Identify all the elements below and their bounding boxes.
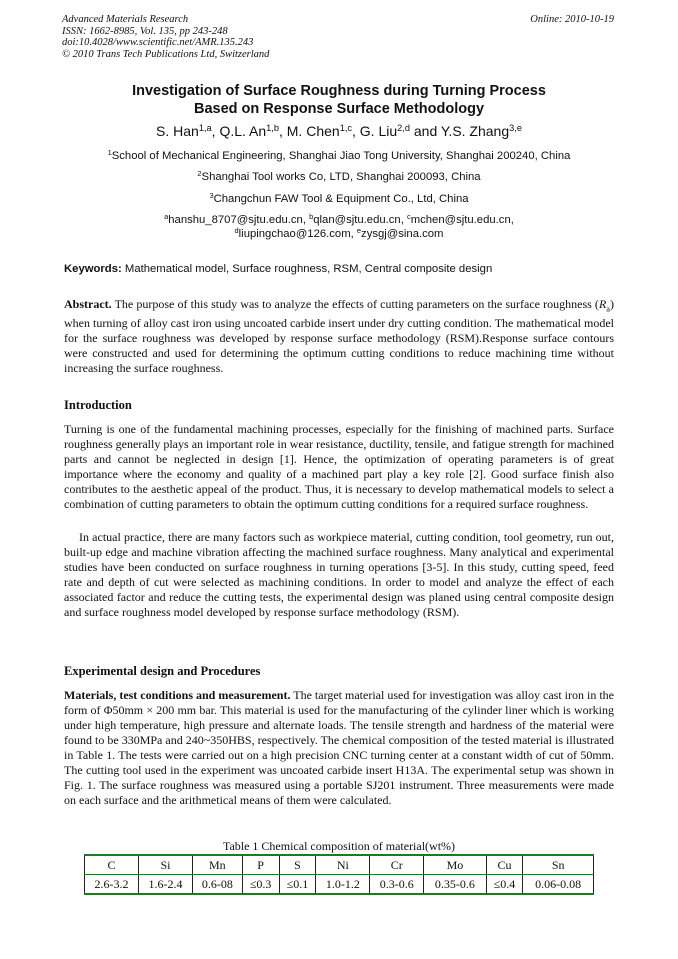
author: Y.S. Zhang <box>440 123 510 139</box>
journal-name: Advanced Materials Research <box>62 14 189 25</box>
author-sup: 1,a <box>198 122 212 133</box>
table-cell: 2.6-3.2 <box>85 875 139 895</box>
affiliation-text: School of Mechanical Engineering, Shanghai Jiao Tong University, Shanghai 200240, China <box>111 150 571 162</box>
chemical-composition-table <box>84 854 594 895</box>
table-header-cell: S <box>279 855 316 875</box>
table-header-cell: C <box>85 855 139 875</box>
affiliation-1 <box>0 147 678 162</box>
keywords-line <box>64 263 492 275</box>
abstract-var: R <box>598 297 607 311</box>
email-sup: c <box>407 211 411 221</box>
table-cell: 0.06-0.08 <box>523 875 594 895</box>
author-list <box>0 123 678 139</box>
affiliation-text: Shanghai Tool works Co, LTD, Shanghai 200093, China <box>201 171 481 183</box>
email-address[interactable]: mchen@sjtu.edu.cn, <box>410 214 514 226</box>
journal-header <box>62 14 269 60</box>
author: G. Liu <box>359 123 398 139</box>
table-cell: 1.6-2.4 <box>138 875 192 895</box>
abstract-text-1: The purpose of this study was to analyze the effects of cutting parameters on the surface roughness ( <box>114 297 599 311</box>
affiliation-num: 1 <box>107 147 112 157</box>
experimental-paragraph <box>64 688 614 808</box>
keywords-text: Mathematical model, Surface roughness, RSM, Central composite design <box>124 263 493 275</box>
table-cell: 0.35-0.6 <box>424 875 486 895</box>
abstract-text-2: ) when turning of alloy cast iron using uncoated carbide insert under dry cutting condition. The mathematical model for the surface roughness was developed by response surface methodology (RSM).Response surface contours were constructed and used for determining the optimum cutting conditions to reduce machining time without increasing the surface roughness. <box>64 297 614 376</box>
author: M. Chen <box>286 123 340 139</box>
introduction-heading: Introduction <box>64 398 132 412</box>
table-caption: Table 1 Chemical composition of material(wt%) <box>222 839 456 853</box>
author: S. Han <box>156 123 199 139</box>
materials-text: The target material used for investigation was alloy cast iron in the form of Φ50mm × 200 mm bar. This material is used for the manufacturing of the cylinder liner which is working under high temperature, high pressure and alternate loads. The tensile strength and hardness of the material were found to be 330MPa and 240~350HBS, respectively. The chemical composition of the tested material is illustrated in Table 1. The tests were carried out on a high precision CNC turning center at a constant width of cut of 50mm. The cutting tool used in the experiment was uncoated carbide insert H13A. The experimental setup was shown in Fig. 1. The surface roughness was measured using a portable SJ201 instrument. Three measurements were made on each surface and the arithmetical means of them were calculated. <box>64 688 614 807</box>
author: Q.L. An <box>219 123 267 139</box>
table-header-cell: Ni <box>316 855 370 875</box>
introduction-paragraph-1: Turning is one of the fundamental machining processes, especially for the finishing of machined parts. Surface roughness generally plays an important role in wear resistance, ductility, tensile, and fatigue strength for machined parts and cannot be neglected in design [1]. Hence, the optimization of operating parameters is of great importance where the economy and quality of a machined part play a key role [2]. Good surface finish also contributes to the aesthetic appeal of the product. Thus, it is necessary to develop mathematical models to select a combination of cutting parameters to obtain the optimum cutting conditions for a required surface roughness. <box>64 422 614 511</box>
paper-title <box>0 82 678 118</box>
issn-line: ISSN: 1662-8985, Vol. 135, pp 243-248 <box>62 25 228 37</box>
keywords-label: Keywords: <box>64 263 122 275</box>
affiliation-num: 3 <box>209 190 214 200</box>
author-sep: , <box>211 123 220 139</box>
table-row <box>85 875 594 895</box>
table-cell: 0.6-08 <box>192 875 242 895</box>
author-sep: and <box>410 123 441 139</box>
affiliation-num: 2 <box>197 168 202 178</box>
email-address[interactable]: liupingchao@126.com, <box>238 228 357 240</box>
title-line-2: Based on Response Surface Methodology <box>193 101 485 117</box>
experimental-heading: Experimental design and Procedures <box>64 664 261 678</box>
affiliation-2 <box>0 168 678 183</box>
abstract-label: Abstract. <box>64 297 112 311</box>
email-address[interactable]: qlan@sjtu.edu.cn, <box>313 214 407 226</box>
email-address[interactable]: zysgj@sina.com <box>361 228 444 240</box>
table-cell: 1.0-1.2 <box>316 875 370 895</box>
email-line-1 <box>0 213 678 227</box>
table-header-cell: Cu <box>486 855 523 875</box>
abstract-var-sub: a <box>606 304 610 314</box>
table-header-cell: Mo <box>424 855 486 875</box>
email-sup: b <box>309 211 314 221</box>
materials-subheading: Materials, test conditions and measurement. <box>64 688 291 702</box>
table-cell: ≤0.1 <box>279 875 316 895</box>
table-cell: ≤0.3 <box>242 875 279 895</box>
email-sup: e <box>356 225 362 235</box>
email-address[interactable]: hanshu_8707@sjtu.edu.cn, <box>168 214 310 226</box>
author-sup: 1,c <box>339 122 353 133</box>
email-sup: a <box>164 211 169 221</box>
affiliation-text: Changchun FAW Tool & Equipment Co., Ltd, China <box>213 193 469 205</box>
author-sep: , <box>278 123 287 139</box>
author-sup: 2,d <box>397 122 410 133</box>
doi-line: doi:10.4028/www.scientific.net/AMR.135.243 <box>62 37 254 49</box>
table-header-row <box>85 855 594 875</box>
email-block <box>0 213 678 241</box>
affiliation-3 <box>0 190 678 205</box>
email-line-2 <box>0 227 678 241</box>
email-sup: d <box>234 225 239 235</box>
table-header-cell: Sn <box>523 855 594 875</box>
table-header-cell: Mn <box>192 855 242 875</box>
title-line-1: Investigation of Surface Roughness during Turning Process <box>132 83 546 99</box>
author-sup: 1,b <box>266 122 279 133</box>
introduction-paragraph-2: In actual practice, there are many factors such as workpiece material, cutting condition, tool geometry, run out, built-up edge and machine vibration affecting the machined surface roughness. Many analytical and experimental studies have been conducted on surface roughness in turning operations [3-5]. In this study, cutting speed, feed rate and depth of cut were selected as machining conditions. In order to model and analyze the effect of each associated factor and reduce the cutting tests, the experimental design was planed using central composite design and surface roughness model developed by response surface methodology (RSM). <box>64 530 614 619</box>
abstract <box>64 297 614 376</box>
table-header-cell: Cr <box>370 855 424 875</box>
copyright-line: © 2010 Trans Tech Publications Ltd, Switzerland <box>62 48 270 60</box>
table-cell: 0.3-0.6 <box>370 875 424 895</box>
author-sup: 3,e <box>509 122 522 133</box>
table-cell: ≤0.4 <box>486 875 523 895</box>
table-header-cell: Si <box>138 855 192 875</box>
table-header-cell: P <box>242 855 279 875</box>
author-sep: , <box>352 123 360 139</box>
online-date: Online: 2010-10-19 <box>530 14 614 25</box>
